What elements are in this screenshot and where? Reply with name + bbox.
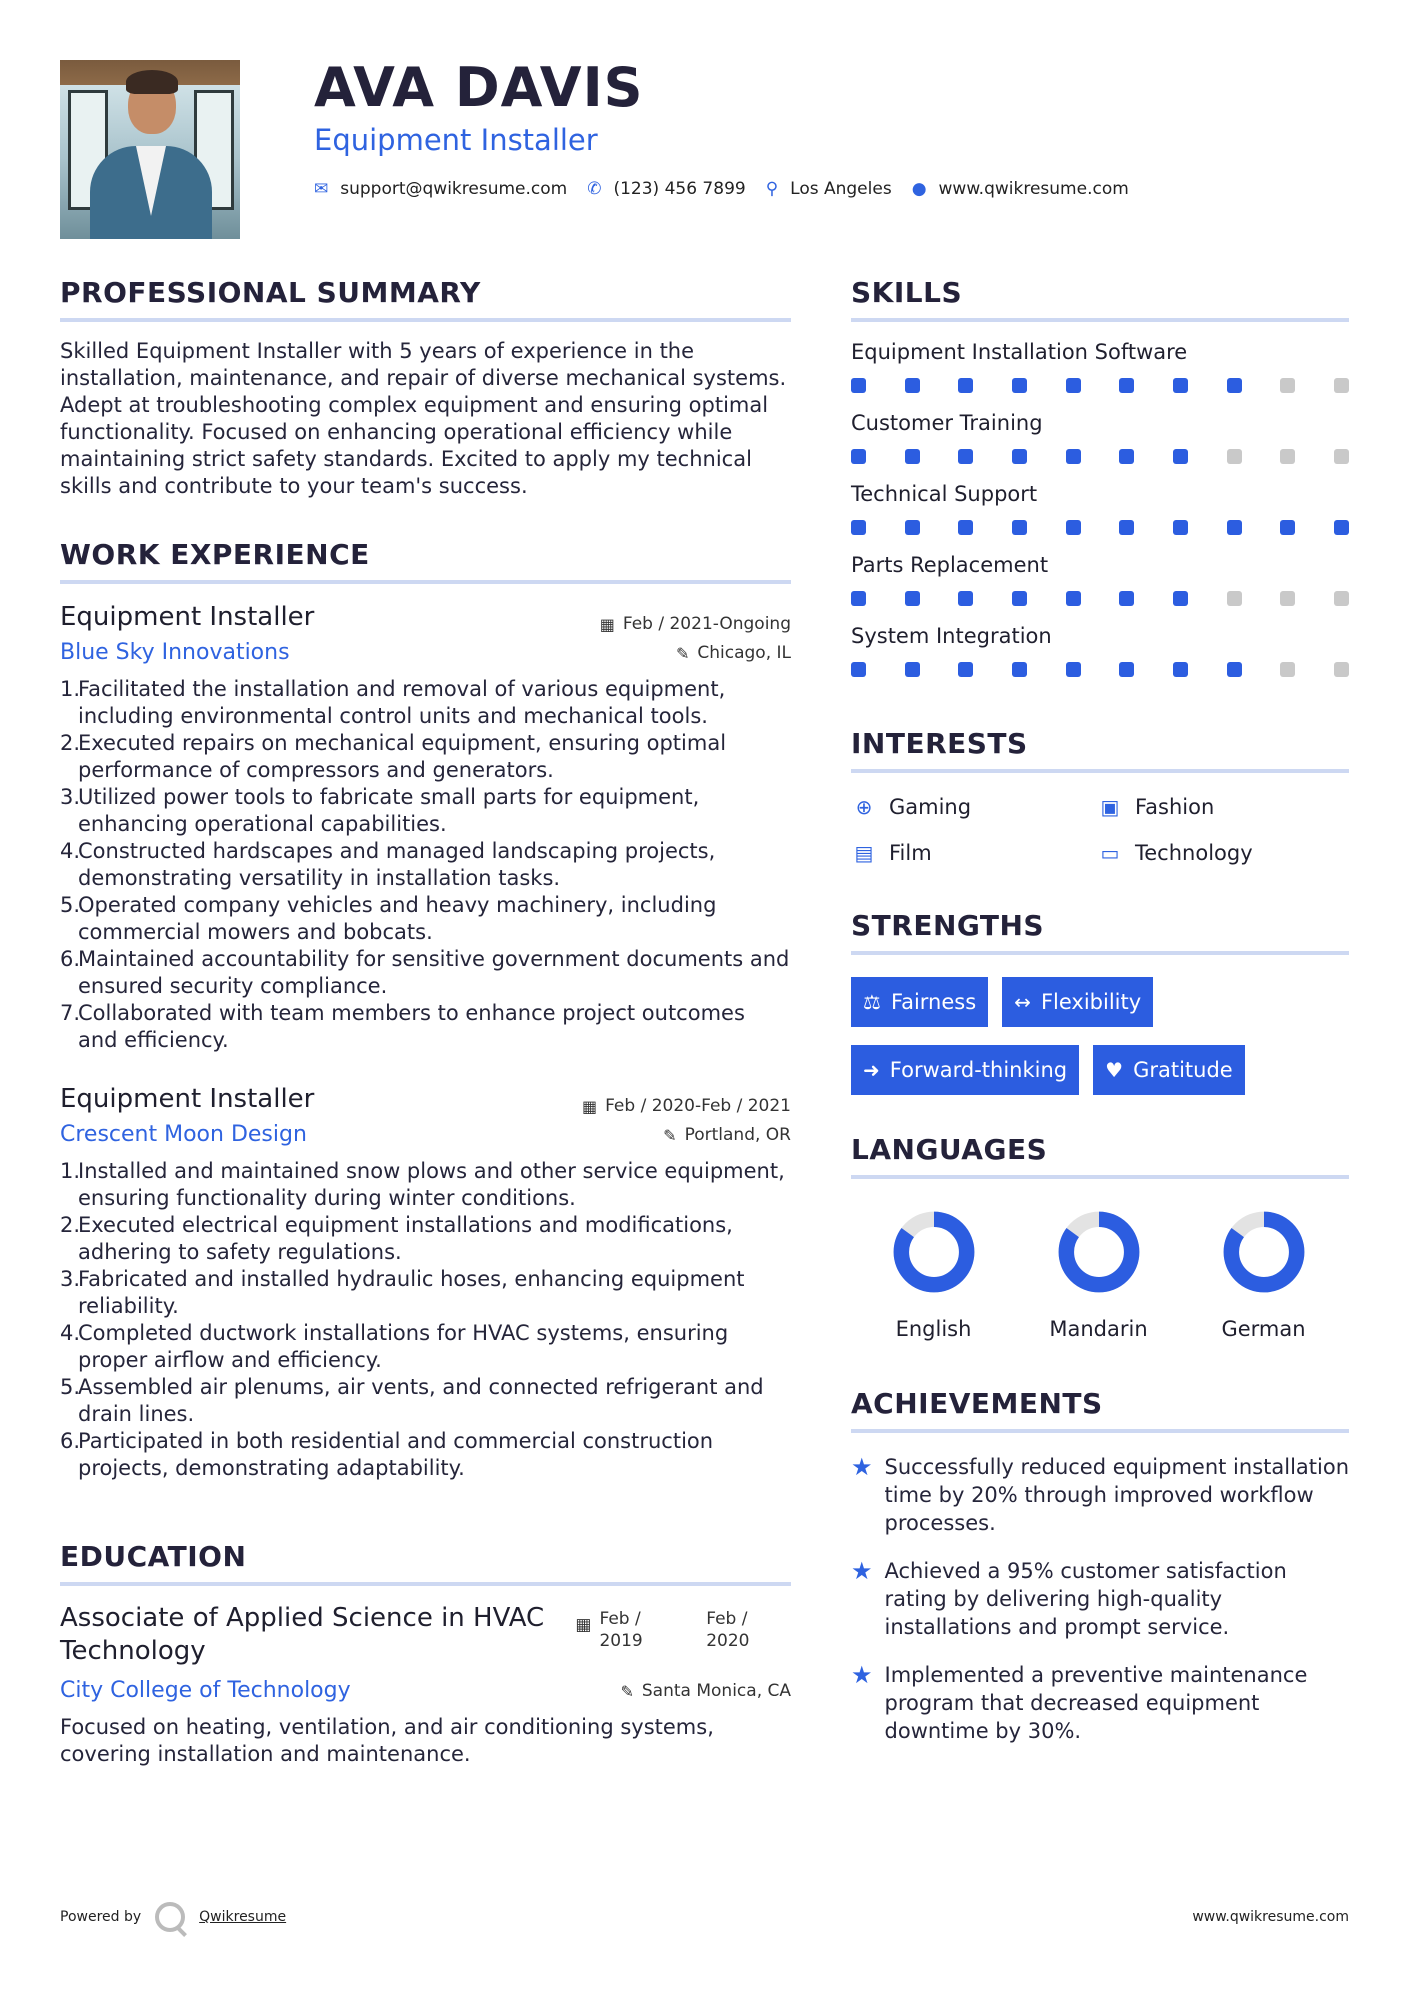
rating-dot-filled (1173, 449, 1188, 464)
job-location: Chicago, IL (697, 643, 791, 663)
pin-icon: ✎ (663, 1125, 677, 1145)
skills-heading: SKILLS (851, 270, 1349, 322)
interest-label: Gaming (889, 795, 972, 819)
skill-item (851, 409, 1349, 464)
rating-dot-filled (1173, 591, 1188, 606)
language-name: German (1221, 1317, 1306, 1341)
edu-description: Focused on heating, ventilation, and air conditioning systems, covering installation and maintenance. (60, 1715, 714, 1766)
footer (60, 1902, 1349, 1932)
footer-website[interactable]: www.qwikresume.com (1192, 1909, 1349, 1925)
language-item (1181, 1209, 1346, 1343)
rating-dot-empty (1227, 591, 1242, 606)
arrow-right-icon: ➜ (863, 1058, 880, 1082)
rating-dot-empty (1280, 662, 1295, 677)
rating-dot-filled (851, 520, 866, 535)
achievement-item (851, 1453, 1349, 1537)
strengths-list (851, 977, 1349, 1095)
achievement-text: Successfully reduced equipment installation time by 20% through improved workflow processes. (884, 1455, 1349, 1535)
rating-dot-filled (958, 449, 973, 464)
rating-dot-filled (1334, 520, 1349, 535)
left-column (60, 270, 791, 1768)
summary-heading: PROFESSIONAL SUMMARY (60, 270, 791, 322)
strength-tag (851, 977, 988, 1027)
list-item: Installed and maintained snow plows and other service equipment, ensuring functionality during winter conditions. (78, 1159, 785, 1210)
rating-dot-filled (1119, 520, 1134, 535)
heart-icon: ♥ (1105, 1058, 1124, 1082)
rating-dot-filled (958, 591, 973, 606)
skill-name: Equipment Installation Software (851, 340, 1188, 364)
rating-dot-filled (851, 591, 866, 606)
rating-dot-empty (1280, 449, 1295, 464)
list-item: Collaborated with team members to enhance project outcomes and efficiency. (78, 1001, 745, 1052)
interests-heading: INTERESTS (851, 721, 1349, 773)
rating-dot-filled (1227, 378, 1242, 393)
rating-dot-filled (1012, 449, 1027, 464)
star-icon: ★ (851, 1661, 873, 1689)
strength-label: Flexibility (1040, 990, 1142, 1014)
list-item: Assembled air plenums, air vents, and connected refrigerant and drain lines. (78, 1375, 764, 1426)
skill-item (851, 551, 1349, 606)
school-name: City College of Technology (60, 1678, 351, 1703)
profile-photo (60, 60, 240, 239)
rating-dot-empty (1280, 378, 1295, 393)
rating-dot-empty (1334, 378, 1349, 393)
arrows-horizontal-icon: ↔ (1014, 990, 1031, 1014)
rating-dot-filled (958, 520, 973, 535)
list-item: Executed repairs on mechanical equipment, ensuring optimal performance of compressors and generators. (78, 731, 727, 782)
job-title: Equipment Installer (60, 602, 315, 632)
rating-dot-filled (1173, 520, 1188, 535)
achievement-text: Achieved a 95% customer satisfaction rating by delivering high-quality installations and prompt service. (884, 1559, 1287, 1639)
strength-label: Gratitude (1133, 1058, 1233, 1082)
skill-name: Technical Support (851, 482, 1038, 506)
calendar-icon: ▦ (575, 1615, 592, 1635)
language-name: English (895, 1317, 972, 1341)
skill-name: System Integration (851, 624, 1052, 648)
shopping-bag-icon: ▣ (1100, 795, 1120, 819)
strengths-heading: STRENGTHS (851, 903, 1349, 955)
education-heading: EDUCATION (60, 1534, 791, 1586)
rating-dot-filled (1066, 520, 1081, 535)
powered-by-label: Powered by (60, 1909, 142, 1925)
list-item: Operated company vehicles and heavy machinery, including commercial mowers and bobcats. (78, 893, 717, 944)
rating-dot-filled (1012, 662, 1027, 677)
skill-name: Parts Replacement (851, 553, 1049, 577)
language-name: Mandarin (1049, 1317, 1148, 1341)
rating-dot-filled (905, 449, 920, 464)
list-item: Utilized power tools to fabricate small parts for equipment, enhancing operational capabilities. (78, 785, 700, 836)
rating-dot-filled (905, 662, 920, 677)
edu-location: Santa Monica, CA (641, 1681, 791, 1701)
strength-label: Forward-thinking (889, 1058, 1068, 1082)
rating-dot-filled (851, 378, 866, 393)
list-item: Completed ductwork installations for HVAC systems, ensuring proper airflow and efficiency. (78, 1321, 729, 1372)
gamepad-icon: ⊕ (855, 795, 873, 819)
language-item (1016, 1209, 1181, 1343)
language-ring (891, 1209, 977, 1295)
list-item: Facilitated the installation and removal of various equipment, including environmental control units and mechanical tools. (78, 677, 726, 728)
languages-list (851, 1209, 1349, 1343)
strength-label: Fairness (890, 990, 977, 1014)
interest-item (1097, 839, 1347, 867)
rating-dot-filled (1119, 662, 1134, 677)
rating-dot-filled (1066, 449, 1081, 464)
list-item: Participated in both residential and commercial construction projects, demonstrating adaptability. (78, 1429, 714, 1480)
star-icon: ★ (851, 1557, 873, 1585)
rating-dot-filled (1066, 662, 1081, 677)
skills-list (851, 338, 1349, 677)
list-item: Executed electrical equipment installations and modifications, adhering to safety regulations. (78, 1213, 733, 1264)
company-name: Crescent Moon Design (60, 1122, 307, 1147)
skill-item (851, 480, 1349, 535)
interest-label: Fashion (1135, 795, 1215, 819)
skill-rating (851, 378, 1349, 393)
strength-tag (1093, 1045, 1245, 1095)
phone-icon: ✆ (587, 179, 602, 199)
achievements-list (851, 1453, 1349, 1745)
interest-item (851, 793, 1097, 821)
skill-rating (851, 449, 1349, 464)
rating-dot-filled (905, 520, 920, 535)
rating-dot-filled (1012, 378, 1027, 393)
list-item: Constructed hardscapes and managed landscaping projects, demonstrating versatility in installation tasks. (78, 839, 716, 890)
skill-item (851, 622, 1349, 677)
rating-dot-filled (958, 378, 973, 393)
contact-website[interactable]: www.qwikresume.com (938, 179, 1129, 199)
achievement-item (851, 1557, 1349, 1641)
rating-dot-filled (1173, 378, 1188, 393)
languages-heading: LANGUAGES (851, 1127, 1349, 1179)
rating-dot-filled (905, 378, 920, 393)
job-bullets (60, 676, 791, 1054)
rating-dot-filled (1173, 662, 1188, 677)
film-icon: ▤ (854, 841, 874, 865)
calendar-icon: ▦ (599, 614, 615, 634)
language-item (851, 1209, 1016, 1343)
edu-end-date: Feb / 2020 (706, 1609, 750, 1651)
brand-link[interactable]: Qwikresume (199, 1909, 287, 1925)
pin-icon: ✎ (620, 1681, 634, 1701)
contact-bar (314, 178, 1149, 200)
language-ring (1221, 1209, 1307, 1295)
achievement-text: Implemented a preventive maintenance program that decreased equipment downtime by 30%. (884, 1663, 1308, 1743)
rating-dot-filled (851, 662, 866, 677)
strength-tag (851, 1045, 1079, 1095)
skill-item (851, 338, 1349, 393)
interest-item (851, 839, 1097, 867)
job-dates: Feb / 2020-Feb / 2021 (605, 1096, 791, 1116)
rating-dot-empty (1280, 591, 1295, 606)
list-item: Fabricated and installed hydraulic hoses, enhancing equipment reliability. (78, 1267, 745, 1318)
rating-dot-filled (905, 591, 920, 606)
right-column (851, 270, 1349, 1745)
job-location: Portland, OR (684, 1125, 791, 1145)
rating-dot-filled (1066, 591, 1081, 606)
job-entry (60, 600, 791, 1054)
contact-location: Los Angeles (790, 179, 892, 199)
globe-icon: ● (911, 179, 927, 199)
rating-dot-filled (1227, 520, 1242, 535)
achievement-item (851, 1661, 1349, 1745)
rating-dot-filled (1119, 378, 1134, 393)
rating-dot-filled (1012, 520, 1027, 535)
rating-dot-filled (851, 449, 866, 464)
job-entry (60, 1082, 791, 1482)
job-dates: Feb / 2021-Ongoing (622, 614, 791, 634)
rating-dot-filled (1012, 591, 1027, 606)
map-marker-icon: ⚲ (765, 179, 779, 199)
company-name: Blue Sky Innovations (60, 640, 290, 665)
rating-dot-filled (1066, 378, 1081, 393)
interests-list (851, 793, 1349, 867)
degree-title: Associate of Applied Science in HVAC Technology (60, 1603, 545, 1666)
skill-rating (851, 591, 1349, 606)
star-icon: ★ (851, 1453, 873, 1481)
rating-dot-filled (1119, 591, 1134, 606)
edu-start-date: Feb / 2019 (599, 1609, 643, 1651)
strength-tag (1002, 977, 1153, 1027)
skill-name: Customer Training (851, 411, 1043, 435)
contact-phone: (123) 456 7899 (613, 179, 746, 199)
rating-dot-filled (958, 662, 973, 677)
interest-label: Technology (1135, 841, 1253, 865)
candidate-name: AVA DAVIS (314, 56, 644, 119)
interest-item (1097, 793, 1347, 821)
contact-email[interactable]: support@qwikresume.com (340, 179, 568, 199)
skill-rating (851, 662, 1349, 677)
envelope-icon: ✉ (314, 179, 329, 199)
interest-label: Film (889, 841, 932, 865)
rating-dot-filled (1280, 520, 1295, 535)
list-item: Maintained accountability for sensitive government documents and ensured security compliance. (78, 947, 790, 998)
rating-dot-empty (1227, 449, 1242, 464)
rating-dot-empty (1334, 662, 1349, 677)
laptop-icon: ▭ (1100, 841, 1120, 865)
balance-scale-icon: ⚖ (863, 990, 881, 1014)
skill-rating (851, 520, 1349, 535)
candidate-role: Equipment Installer (314, 123, 598, 157)
rating-dot-empty (1334, 449, 1349, 464)
education-entry (60, 1602, 791, 1668)
job-bullets (60, 1158, 791, 1482)
job-title: Equipment Installer (60, 1084, 315, 1114)
pin-icon: ✎ (675, 643, 690, 663)
calendar-icon: ▦ (581, 1096, 598, 1116)
rating-dot-filled (1119, 449, 1134, 464)
qwikresume-logo-icon (155, 1902, 185, 1932)
language-ring (1056, 1209, 1142, 1295)
experience-heading: WORK EXPERIENCE (60, 532, 791, 584)
achievements-heading: ACHIEVEMENTS (851, 1381, 1349, 1433)
summary-text: Skilled Equipment Installer with 5 years of experience in the installation, maintenance, and repair of diverse mechanical systems. Adept at troubleshooting complex equipment and ensuring optimal functionality. Focused on enhancing operational efficiency while maintaining strict safety standards. Excited to apply my technical skills and contribute to your team's success. (60, 339, 787, 498)
rating-dot-empty (1334, 591, 1349, 606)
rating-dot-filled (1227, 662, 1242, 677)
